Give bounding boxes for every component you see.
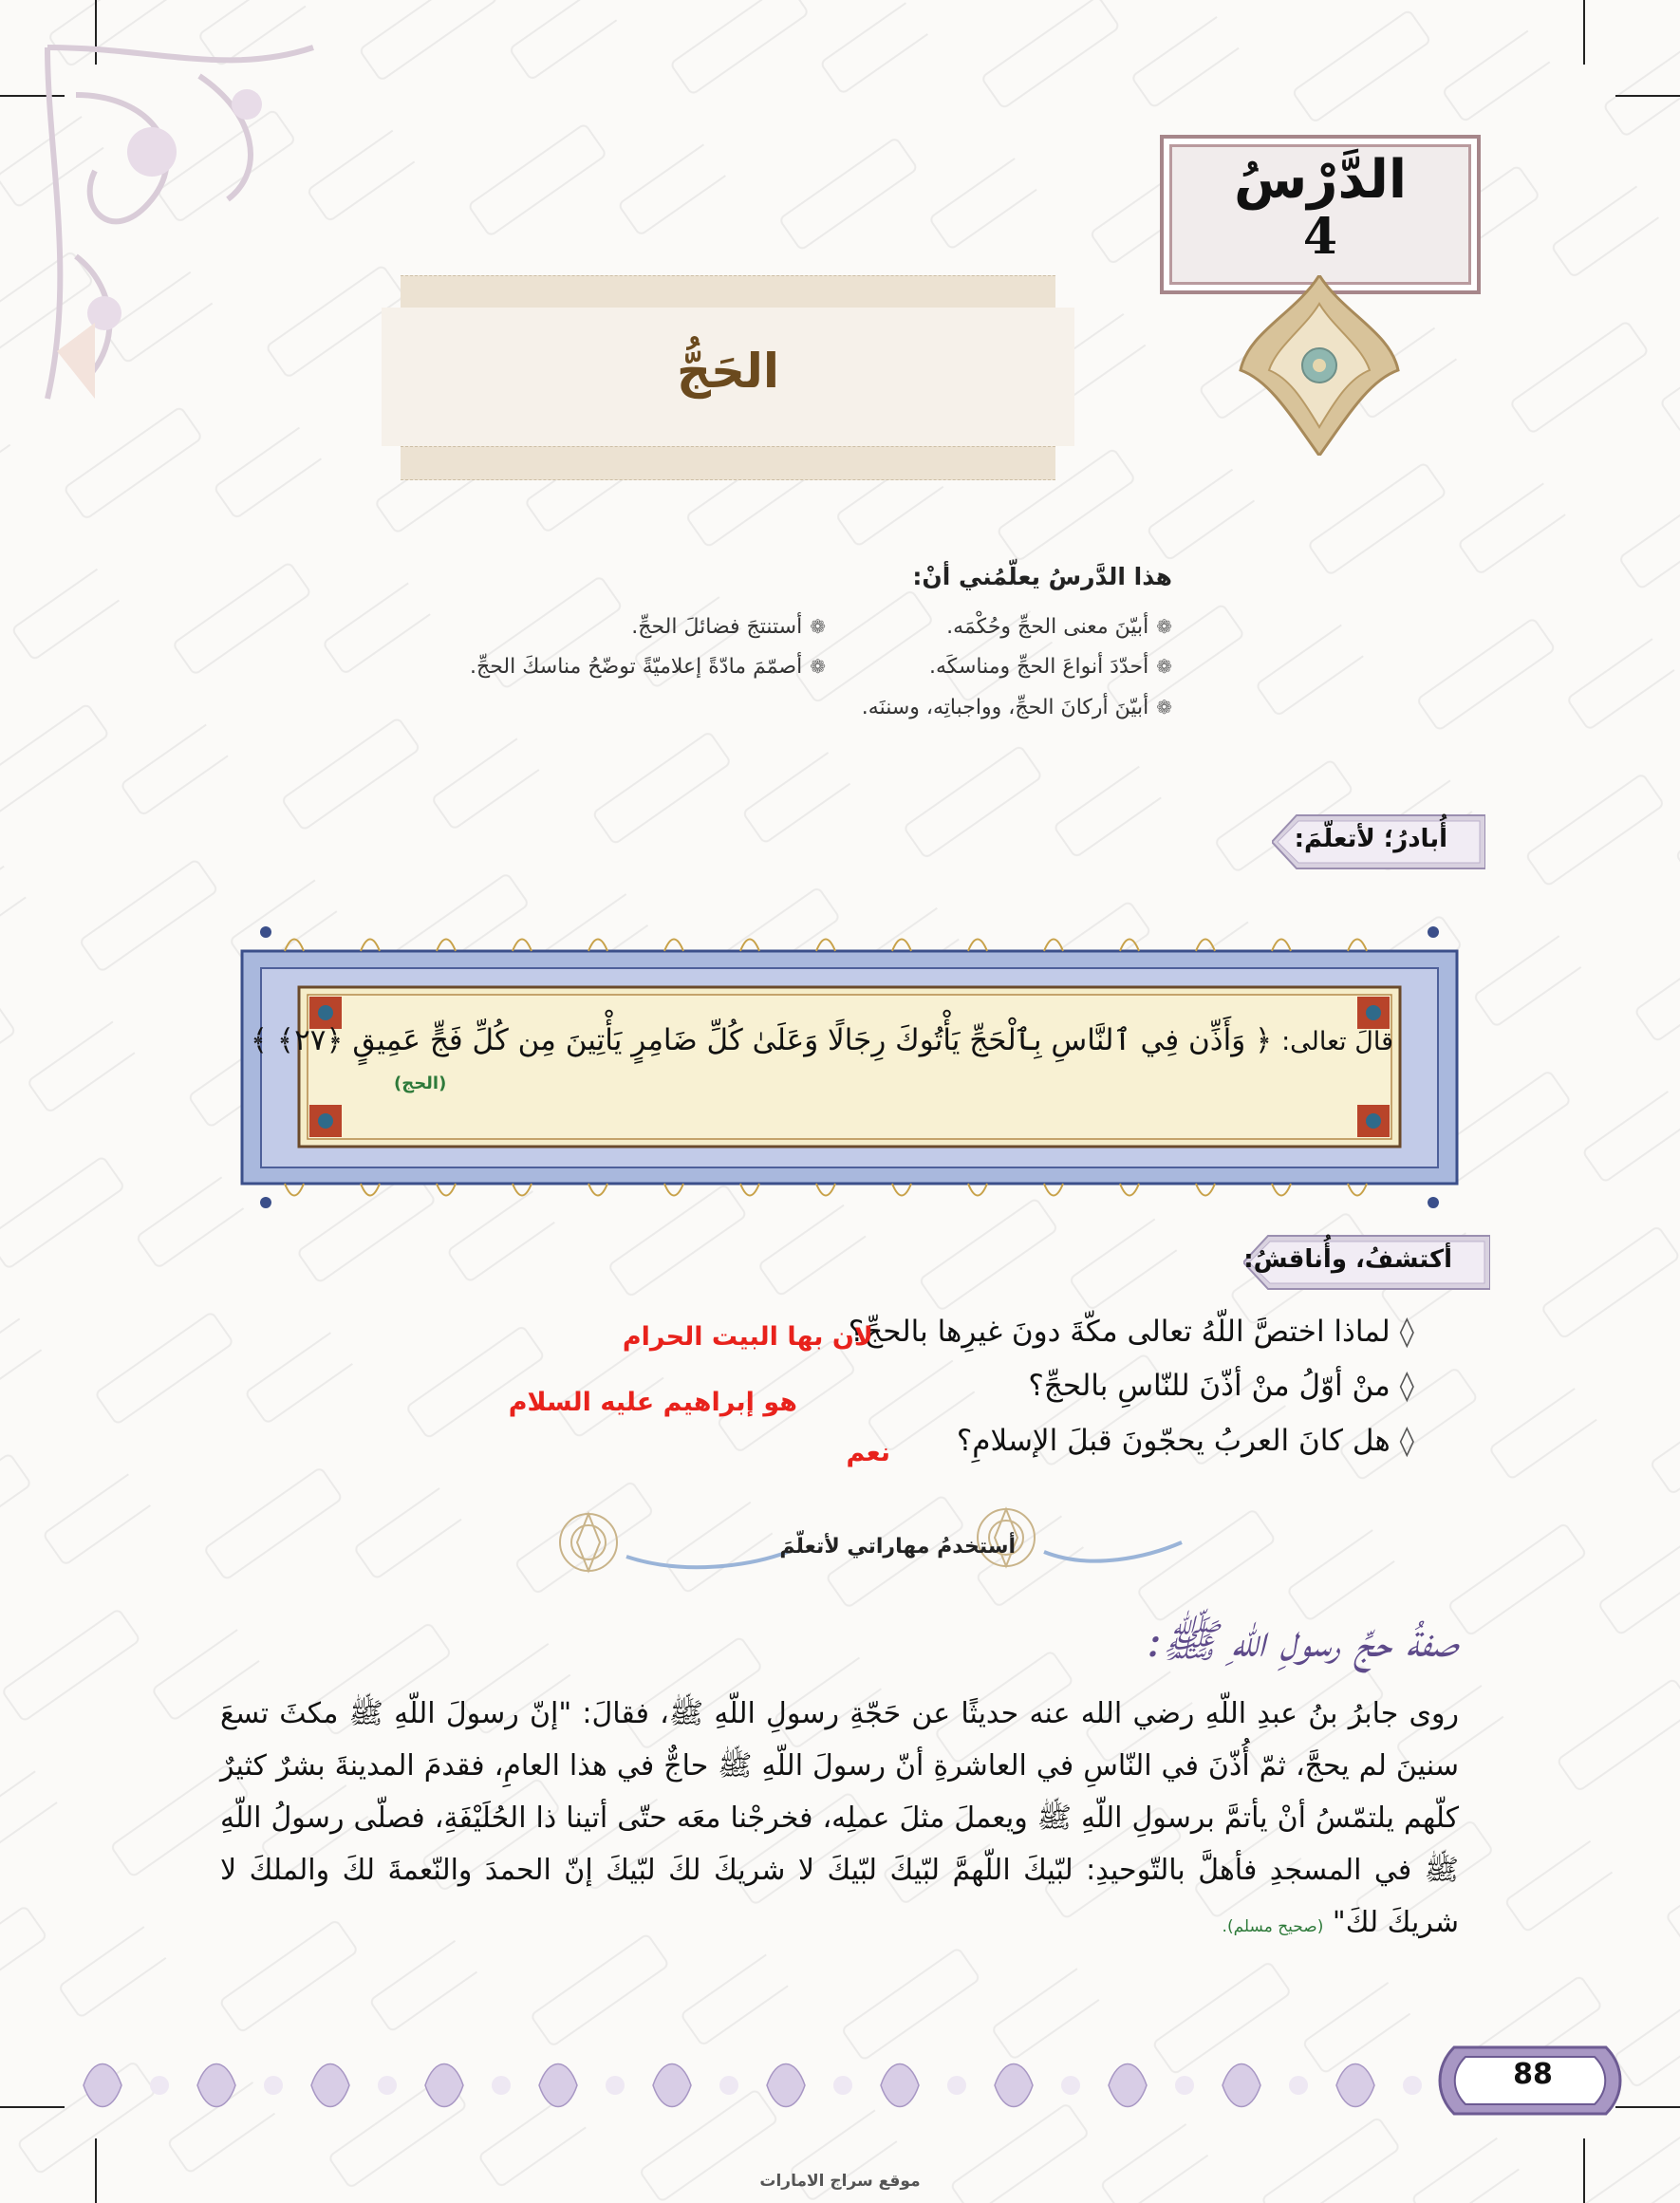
- crop-mark: [1583, 2138, 1585, 2203]
- objectives-heading: هذا الدَّرسُ يعلّمُني أنْ:: [912, 563, 1172, 590]
- lesson-pendant-ornament: [1239, 275, 1400, 456]
- answer-text: هو إبراهيم عليه السلام: [508, 1388, 797, 1417]
- diamond-icon: ◊: [1399, 1315, 1414, 1349]
- lesson-number: 4: [1302, 208, 1338, 266]
- verse-text: [250, 1023, 1393, 1057]
- footer-text: موقع سراج الامارات: [759, 2172, 921, 2191]
- section-tab-discover-discuss: [1243, 1232, 1490, 1293]
- crop-mark: [95, 2138, 97, 2203]
- objective-item: ❁أبيّنَ معنى الحجِّ وحُكْمَه.: [946, 615, 1172, 639]
- diamond-icon: ◊: [1399, 1424, 1414, 1458]
- crop-mark: [1583, 0, 1585, 65]
- title-band-top: [401, 275, 1055, 309]
- verse-intro: قالَ تعالى:: [1281, 1027, 1393, 1056]
- body-paragraph: [220, 1688, 1459, 1953]
- crop-mark: [1615, 95, 1680, 97]
- question-item: ◊منْ أوّلُ منْ أذّنَ للنّاسِ بالحجِّ؟: [1028, 1369, 1414, 1403]
- section-label: أُبادرُ؛ لأتعلّمَ:: [1294, 825, 1447, 853]
- bullet-icon: ❁: [1156, 696, 1172, 719]
- skills-label: أستخدمُ مهاراتي لأتعلّمَ: [779, 1535, 1016, 1559]
- bullet-icon: ❁: [1156, 655, 1172, 678]
- objective-item: ❁أبيّنَ أركانَ الحجِّ، وواجباتِه، وسننَه.: [861, 696, 1172, 719]
- verse-reference: (الحج): [394, 1073, 447, 1093]
- answer-text: نعم: [846, 1438, 890, 1467]
- question-item: ◊هل كانَ العربُ يحجّونَ قبلَ الإسلامِ؟: [956, 1424, 1414, 1458]
- body-text: روى جابرُ بنُ عبدِ اللّهِ رضي الله عنه حديثًا عن حَجّةِ رسولِ اللّهِ ﷺ، فقالَ: "إنّ رسولَ اللّهِ ﷺ مكثَ تسعَ سنينَ لم يحجَّ، ثمّ أُذّنَ في النّاسِ في العاشرةِ أنّ رسولَ اللّهِ ﷺ حاجٌّ في هذا العامِ، فقدمَ المدينةَ بشرٌ كثيرٌ كلّهم يلتمّسُ أنْ يأتمَّ برسولِ اللّهِ ﷺ ويعملَ مثلَ عملِه، فخرجْنا معَه حتّى أتينا ذا الحُلَيْفَةِ، فصلّى رسولُ اللّهِ ﷺ في المسجدِ فأهلَّ بالتّوحيدِ: لبّيكَ اللّهمَّ لبّيكَ لبّيكَ لا شريكَ لكَ لبّيكَ إنّ الحمدَ والنّعمةَ لكَ والملكَ لا شريكَ لكَ": [220, 1697, 1459, 1939]
- page-number: 88: [1513, 2058, 1553, 2091]
- body-source: (صحيح مسلم).: [1222, 1917, 1324, 1936]
- objective-item: ❁أصمّمَ مادّةً إعلاميّةً توضّحُ مناسكَ الحجِّ.: [470, 655, 826, 679]
- verse-text-box: [250, 989, 1393, 1131]
- bullet-icon: ❁: [1156, 615, 1172, 638]
- lesson-word: الدَّرْسُ: [1233, 149, 1408, 211]
- answer-text: لان بها البيت الحرام: [622, 1322, 873, 1352]
- objective-item: ❁أحدّدَ أنواعَ الحجِّ ومناسكَه.: [929, 655, 1172, 679]
- bullet-icon: ❁: [810, 615, 826, 638]
- corner-ornament: [38, 38, 323, 408]
- section-label: أكتشفُ، وأُناقشُ:: [1243, 1245, 1452, 1274]
- title-banner: [382, 275, 1074, 494]
- diamond-icon: ◊: [1399, 1369, 1414, 1403]
- objective-item: ❁أستنتجَ فضائلَ الحجِّ.: [631, 615, 826, 639]
- section-tab-start-learning: [1272, 812, 1485, 872]
- verse-body: ﴿ وَأَذِّن فِي ٱلنَّاسِ بِٱلْحَجِّ يَأْتُوكَ رِجَالًا وَعَلَىٰ كُلِّ ضَامِرٍ يَأْتِينَ مِن كُلِّ فَجٍّ عَمِيقٍ ﴿٢٧﴾ ﴾: [250, 1023, 1273, 1057]
- hajj-description-heading: صفةُ حجِّ رسولِ اللّهِ ﷺ:: [1146, 1615, 1458, 1668]
- bottom-ornament-strip: [55, 2033, 1439, 2138]
- lesson-title: الحَجُّ: [677, 344, 779, 399]
- crop-mark: [1615, 2106, 1680, 2108]
- lesson-badge: [1160, 135, 1481, 294]
- question-item: ◊لماذا اختصَّ اللّهُ تعالى مكّةَ دونَ غيرِها بالحجِّ؟: [848, 1315, 1414, 1349]
- bullet-icon: ❁: [810, 655, 826, 678]
- title-band-bottom: [401, 446, 1055, 480]
